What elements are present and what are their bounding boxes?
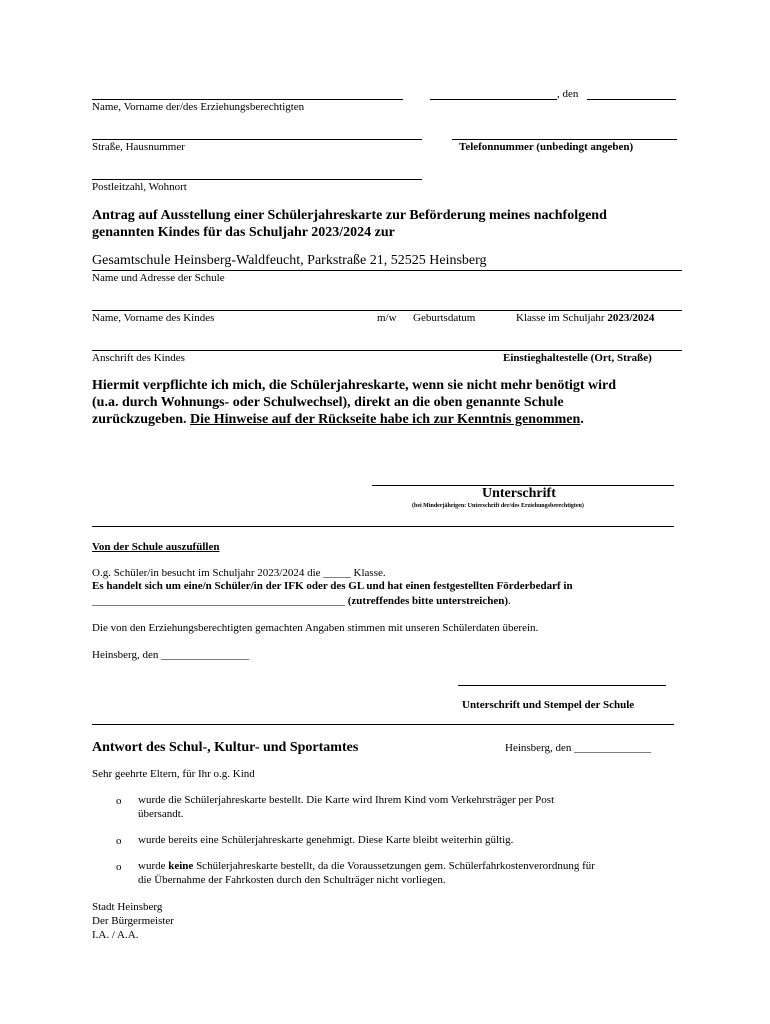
city-line[interactable] <box>92 179 422 180</box>
option3-line1 <box>138 860 595 872</box>
support-need-period: . <box>508 595 511 607</box>
child-address-line[interactable] <box>92 350 682 351</box>
obligation-period: . <box>580 412 584 427</box>
option3-suffix: Schülerjahreskarte bestellt, da die Voraussetzungen gem. Schülerfahrkostenverordnung für <box>193 860 595 872</box>
obligation-line3-prefix: zurückzugeben. <box>92 412 190 427</box>
gender-label: m/w <box>377 312 397 324</box>
option3-line2: die Übernahme der Fahrkosten durch den Schulträger nicht vorliegen. <box>138 874 446 886</box>
support-need-hint: (zutreffendes bitte unterstreichen) <box>347 595 509 607</box>
option3-keyword: keine <box>168 860 194 872</box>
street-line[interactable] <box>92 139 422 140</box>
school-label: Name und Adresse der Schule <box>92 272 225 284</box>
school-name-value: Gesamtschule Heinsberg-Waldfeucht, Parkstraße 21, 52525 Heinsberg <box>92 253 487 268</box>
school-place-date-label: Heinsberg, den <box>92 649 159 661</box>
school-place-date <box>92 649 249 661</box>
child-line[interactable] <box>92 310 682 311</box>
guardian-name-line[interactable] <box>92 99 403 100</box>
class-label-prefix: Klasse im Schuljahr <box>516 312 605 324</box>
street-label: Straße, Hausnummer <box>92 141 185 153</box>
office-place-date <box>505 742 651 754</box>
city-label: Postleitzahl, Wohnort <box>92 181 187 193</box>
child-name-label: Name, Vorname des Kindes <box>92 312 215 324</box>
option2-bullet[interactable]: o <box>116 835 122 847</box>
guardian-name-label: Name, Vorname der/des Erziehungsberechtigten <box>92 101 305 113</box>
office-place-date-blank[interactable]: ______________ <box>574 742 652 754</box>
option1-line2: übersandt. <box>138 808 184 820</box>
school-line[interactable] <box>92 270 682 271</box>
office-place-date-label: Heinsberg, den <box>505 742 572 754</box>
school-section-line3 <box>92 595 511 607</box>
school-section-line2: Es handelt sich um eine/n Schüler/in der IFK oder des GL und hat einen festgestellten Förderbedarf in <box>92 580 573 592</box>
obligation-notice-link: Die Hinweise auf der Rückseite habe ich zur Kenntnis genommen <box>190 412 581 427</box>
school-stamp-label: Unterschrift und Stempel der Schule <box>462 699 635 711</box>
office-sign-line2: Der Bürgermeister <box>92 915 174 927</box>
child-address-label: Anschrift des Kindes <box>92 352 185 364</box>
stop-label: Einstieghaltestelle (Ort, Straße) <box>503 352 652 364</box>
obligation-line3 <box>92 412 584 428</box>
phone-label: Telefonnummer (unbedingt angeben) <box>459 141 634 153</box>
class-label <box>516 312 654 324</box>
support-need-blank[interactable]: ______________________________________________ <box>92 595 345 607</box>
school-section-heading: Von der Schule auszufüllen <box>92 541 220 553</box>
obligation-line1: Hiermit verpflichte ich mich, die Schülerjahreskarte, wenn sie nicht mehr benötigt wird <box>92 378 617 393</box>
school-stamp-line[interactable] <box>458 685 666 686</box>
class-suffix: Klasse. <box>353 567 386 579</box>
application-title-line1: Antrag auf Ausstellung einer Schülerjahreskarte zur Beförderung meines nachfolgend <box>92 208 607 223</box>
section-divider-2 <box>92 724 674 725</box>
date-label: , den <box>557 88 579 100</box>
class-blank[interactable]: _____ <box>323 567 351 579</box>
obligation-line2: (u.a. durch Wohnungs- oder Schulwechsel), direkt an die oben genannte Schule <box>92 395 564 410</box>
application-title-line2: genannten Kindes für das Schuljahr 2023/2024 zur <box>92 225 395 240</box>
option1-line1: wurde die Schülerjahreskarte bestellt. Die Karte wird Ihrem Kind vom Verkehrsträger per Post <box>138 794 555 806</box>
class-visit-text: O.g. Schüler/in besucht im Schuljahr 2023/2024 die <box>92 567 321 579</box>
signature-sublabel: (bei Minderjährigen: Unterschrift der/des Erziehungsberechtigten) <box>412 503 584 509</box>
office-sign-line1: Stadt Heinsberg <box>92 901 163 913</box>
birthdate-label: Geburtsdatum <box>413 312 476 324</box>
section-divider-1 <box>92 526 674 527</box>
school-section-line1 <box>92 567 386 579</box>
option3-bullet[interactable]: o <box>116 861 122 873</box>
option3-prefix: wurde <box>138 860 169 872</box>
school-confirm-text: Die von den Erziehungsberechtigten gemachten Angaben stimmen mit unseren Schülerdaten überein. <box>92 622 539 634</box>
office-greeting: Sehr geehrte Eltern, für Ihr o.g. Kind <box>92 768 255 780</box>
option2-text: wurde bereits eine Schülerjahreskarte genehmigt. Diese Karte bleibt weiterhin gültig. <box>138 834 514 846</box>
class-label-year: 2023/2024 <box>607 312 655 324</box>
office-sign-line3: I.A. / A.A. <box>92 929 139 941</box>
phone-line[interactable] <box>452 139 677 140</box>
date-place-line[interactable] <box>430 99 557 100</box>
school-place-date-blank[interactable]: ________________ <box>161 649 250 661</box>
date-line[interactable] <box>587 99 676 100</box>
office-heading: Antwort des Schul-, Kultur- und Sportamtes <box>92 740 359 755</box>
option1-bullet[interactable]: o <box>116 795 122 807</box>
signature-label: Unterschrift <box>482 486 556 501</box>
